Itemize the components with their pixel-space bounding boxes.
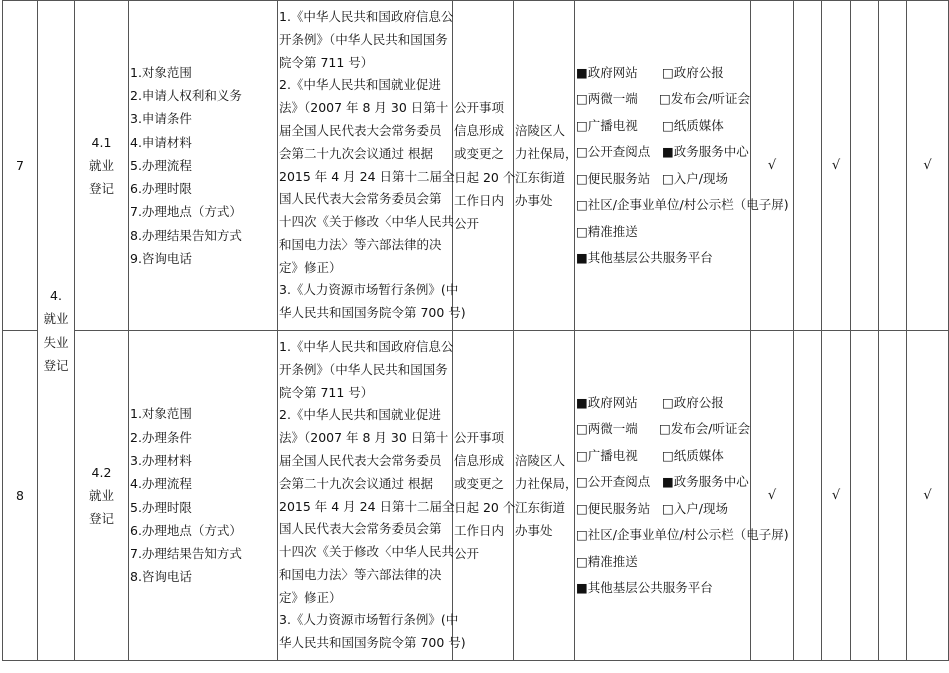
- channel-option: □发布会/听证会: [658, 91, 750, 106]
- time-limit-line: 工作日内: [454, 192, 505, 208]
- time-limit-line: 公开事项: [454, 429, 505, 445]
- subject-cell: [514, 1, 578, 331]
- content-line: 5.办理时限: [130, 499, 192, 515]
- channel-option: □政府公报: [662, 64, 724, 80]
- channel-option: □广播电视: [576, 447, 638, 463]
- check-cell: [794, 1, 822, 331]
- basis-line: 2015 年 4 月 24 日第十二届全: [279, 498, 455, 514]
- time-limit-line: 公开: [454, 546, 480, 562]
- check-cell: [879, 1, 907, 331]
- channel-option: □便民服务站: [576, 170, 651, 186]
- content-line: 2.申请人权利和义务: [130, 87, 242, 103]
- content-line: 6.办理地点（方式）: [130, 522, 242, 538]
- time-limit-line: 公开事项: [454, 99, 505, 115]
- basis-line: 十四次《关于修改〈中华人民共: [279, 544, 455, 560]
- channel-option: □两微一端: [576, 421, 638, 436]
- basis-line: 定》修正）: [279, 589, 342, 605]
- channel-option: □两微一端: [576, 91, 638, 106]
- content-cell: [129, 331, 278, 661]
- channel-line: [576, 443, 750, 470]
- content-line: 3.申请条件: [130, 111, 192, 127]
- subject-line: 力社保局，: [515, 146, 578, 162]
- basis-line: 1.《中华人民共和国政府信息公: [279, 338, 454, 354]
- check-cell: √: [907, 331, 949, 661]
- time-limit-line: 或变更之: [454, 476, 505, 492]
- item-line: 就业: [88, 487, 114, 503]
- check-cell: √: [751, 331, 794, 661]
- content-line: 1.对象范围: [130, 64, 192, 80]
- channel-option: □入户/现场: [662, 500, 729, 516]
- time-limit-line: 日起 20 个: [454, 499, 516, 515]
- channel-line: [576, 416, 750, 443]
- channel-option: □便民服务站: [576, 500, 651, 516]
- basis-line: 院令第 711 号）: [279, 384, 374, 400]
- basis-line: 届全国人民代表大会常务委员: [279, 452, 442, 468]
- channels-cell: [575, 1, 789, 331]
- channel-line: [576, 139, 750, 166]
- channel-option: □公开查阅点: [576, 474, 651, 489]
- channel-line: [576, 192, 789, 219]
- check-cell: [851, 1, 879, 331]
- channel-option: □纸质媒体: [662, 447, 724, 463]
- channel-line: [576, 469, 750, 496]
- channel-option: □社区/企事业单位/村公示栏（电子屏): [576, 527, 789, 542]
- table-row: [3, 1, 949, 331]
- item-cell: [75, 1, 129, 331]
- channel-line: [576, 549, 750, 576]
- time-limit-line: 工作日内: [454, 522, 505, 538]
- check-cell: [879, 331, 907, 661]
- basis-line: 2.《中华人民共和国就业促进: [279, 407, 441, 423]
- channel-option: ■政务服务中心: [662, 474, 749, 489]
- basis-line: 2.《中华人民共和国就业促进: [279, 77, 441, 93]
- channel-line: [576, 219, 750, 246]
- time-limit-cell: [453, 1, 514, 331]
- subject-line: 办事处: [515, 522, 553, 538]
- basis-line: 国人民代表大会常务委员会第: [279, 521, 442, 537]
- channel-option: ■政府网站: [576, 394, 638, 410]
- time-limit-line: 日起 20 个: [454, 169, 516, 185]
- content-line: 4.申请材料: [130, 134, 192, 150]
- check-cell: √: [907, 1, 949, 331]
- item-line: 就业: [88, 157, 114, 173]
- channel-line: [576, 575, 750, 602]
- time-limit-cell: [453, 331, 514, 661]
- category-line: 失业: [43, 334, 69, 350]
- content-line: 6.办理时限: [130, 181, 192, 197]
- time-limit-line: 信息形成: [454, 122, 505, 138]
- channel-line: [576, 522, 789, 549]
- time-limit-line: 信息形成: [454, 452, 505, 468]
- check-cell: [851, 331, 879, 661]
- channel-line: [576, 496, 750, 523]
- channel-option: ■政务服务中心: [662, 144, 749, 159]
- channel-option: □社区/企事业单位/村公示栏（电子屏): [576, 197, 789, 212]
- category-line: 4.: [50, 287, 62, 303]
- check-cell: √: [822, 1, 851, 331]
- channel-option: □公开查阅点: [576, 144, 651, 159]
- channel-option: □入户/现场: [662, 170, 729, 186]
- basis-line: 院令第 711 号）: [279, 54, 374, 70]
- subject-line: 办事处: [515, 192, 553, 208]
- item-line: 4.2: [91, 464, 112, 480]
- basis-line: 3.《人力资源市场暂行条例》(中: [279, 612, 459, 628]
- basis-line: 1.《中华人民共和国政府信息公: [279, 8, 454, 24]
- content-line: 1.对象范围: [130, 406, 192, 422]
- subject-line: 江东街道: [515, 169, 566, 185]
- channel-line: [576, 245, 750, 272]
- channel-option: □纸质媒体: [662, 117, 724, 133]
- channel-option: ■其他基层公共服务平台: [576, 580, 713, 595]
- basis-cell: [278, 1, 466, 331]
- content-line: 7.办理结果告知方式: [130, 546, 242, 562]
- channel-line: [576, 86, 750, 113]
- basis-line: 届全国人民代表大会常务委员: [279, 122, 442, 138]
- channel-line: [576, 60, 750, 87]
- item-line: 登记: [88, 181, 114, 197]
- content-line: 9.咨询电话: [130, 251, 192, 267]
- subject-cell: [514, 331, 578, 661]
- item-cell: [75, 331, 129, 661]
- subject-line: 涪陵区人: [515, 452, 566, 468]
- content-line: 7.办理地点（方式）: [130, 204, 242, 220]
- check-cell: [794, 331, 822, 661]
- basis-line: 开条例》（中华人民共和国国务: [279, 361, 448, 377]
- content-line: 4.办理流程: [130, 476, 192, 492]
- category-cell: [38, 1, 75, 661]
- category-line: 登记: [43, 357, 69, 373]
- content-line: 5.办理流程: [130, 157, 192, 173]
- basis-line: 定》修正）: [279, 259, 342, 275]
- basis-line: 2015 年 4 月 24 日第十二届全: [279, 168, 455, 184]
- channel-option: □广播电视: [576, 117, 638, 133]
- channel-line: [576, 166, 750, 193]
- channel-option: ■政府网站: [576, 64, 638, 80]
- basis-line: 开条例》（中华人民共和国国务: [279, 31, 448, 47]
- subject-line: 江东街道: [515, 499, 566, 515]
- seq-cell: 8: [3, 331, 38, 661]
- subject-line: 力社保局，: [515, 476, 578, 492]
- basis-line: 华人民共和国国务院令第 700 号): [279, 305, 466, 321]
- basis-line: 和国电力法〉等六部法律的决: [279, 236, 442, 252]
- content-line: 8.办理结果告知方式: [130, 227, 242, 243]
- check-cell: √: [751, 1, 794, 331]
- disclosure-table: [2, 0, 949, 661]
- basis-line: 华人民共和国国务院令第 700 号): [279, 635, 466, 651]
- basis-line: 法》（2007 年 8 月 30 日第十: [279, 100, 449, 116]
- basis-cell: [278, 331, 466, 661]
- basis-line: 和国电力法〉等六部法律的决: [279, 566, 442, 582]
- check-cell: √: [822, 331, 851, 661]
- subject-line: 涪陵区人: [515, 122, 566, 138]
- channel-line: [576, 113, 750, 140]
- channel-option: □发布会/听证会: [658, 421, 750, 436]
- basis-line: 会第二十九次会议通过 根据: [279, 145, 433, 161]
- channel-option: ■其他基层公共服务平台: [576, 250, 713, 265]
- item-line: 4.1: [91, 134, 112, 150]
- basis-line: 国人民代表大会常务委员会第: [279, 191, 442, 207]
- channel-line: [576, 390, 750, 417]
- basis-line: 法》（2007 年 8 月 30 日第十: [279, 430, 449, 446]
- time-limit-line: 公开: [454, 216, 480, 232]
- basis-line: 十四次《关于修改〈中华人民共: [279, 214, 455, 230]
- item-line: 登记: [88, 511, 114, 527]
- channels-cell: [575, 331, 789, 661]
- channel-option: □政府公报: [662, 394, 724, 410]
- content-line: 3.办理材料: [130, 452, 192, 468]
- channel-option: □精准推送: [576, 553, 638, 569]
- content-cell: [129, 1, 278, 331]
- content-line: 8.咨询电话: [130, 569, 192, 585]
- basis-line: 会第二十九次会议通过 根据: [279, 475, 433, 491]
- basis-line: 3.《人力资源市场暂行条例》(中: [279, 282, 459, 298]
- content-line: 2.办理条件: [130, 429, 192, 445]
- time-limit-line: 或变更之: [454, 146, 505, 162]
- table-row: [3, 331, 949, 661]
- channel-option: □精准推送: [576, 223, 638, 239]
- seq-cell: 7: [3, 1, 38, 331]
- category-line: 就业: [43, 311, 69, 327]
